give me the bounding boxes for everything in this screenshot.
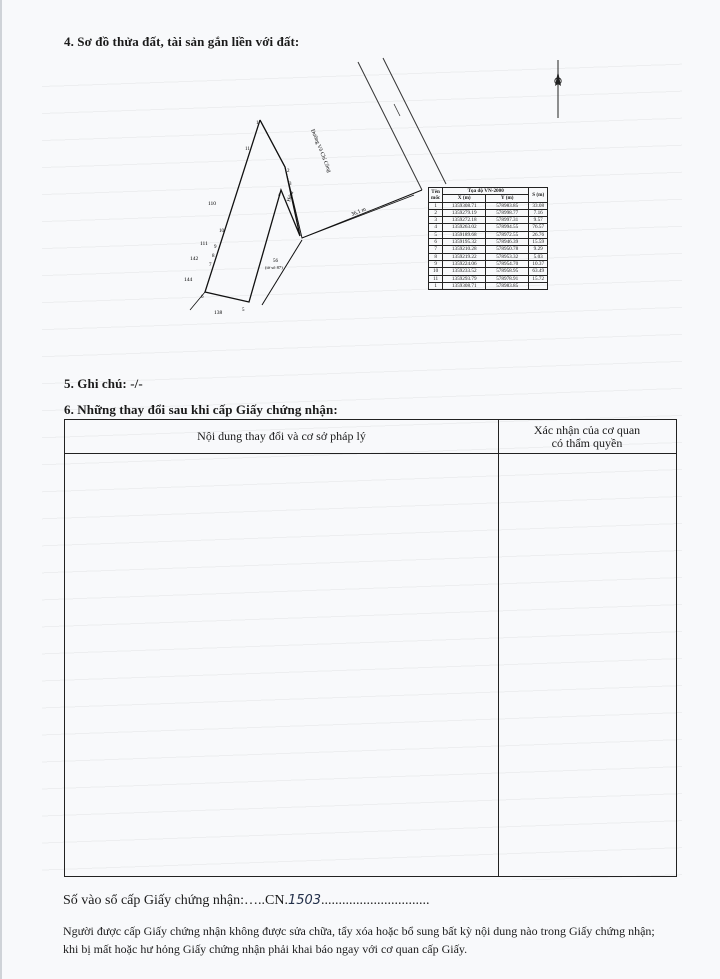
coord-y: 578950.78 [486, 246, 529, 253]
map-label: 1 [256, 121, 259, 126]
table-row [429, 209, 548, 216]
registration-prefix: CN [265, 893, 285, 908]
registration-line [63, 893, 430, 909]
coord-s: 9.29 [529, 246, 548, 253]
coord-x: 1359263.02 [443, 224, 486, 231]
table-row [429, 202, 548, 209]
coord-header-x: X (m) [443, 195, 486, 202]
coord-x: 1359233.52 [443, 268, 486, 275]
coord-y: 578997.31 [486, 217, 529, 224]
coord-x: 1359308.71 [443, 282, 486, 289]
parcel-boundary [205, 120, 300, 302]
map-label: (tờ số 87) [265, 265, 283, 270]
section-6-title: 6. Những thay đổi sau khi cấp Giấy chứng nhận: [64, 402, 338, 417]
coord-id: 3 [429, 217, 443, 224]
coord-id: 4 [429, 224, 443, 231]
coord-s [529, 282, 548, 289]
coord-id: 7 [429, 246, 443, 253]
header-divider [65, 453, 676, 454]
coord-y: 578958.95 [486, 268, 529, 275]
coord-y: 578983.85 [486, 282, 529, 289]
coord-s: 63.49 [529, 268, 548, 275]
road-label: Đường Võ Chí Công [309, 128, 332, 174]
coord-s: 76.57 [529, 224, 548, 231]
table-row [429, 246, 548, 253]
coord-y: 578954.70 [486, 260, 529, 267]
coord-s: 10.37 [529, 260, 548, 267]
coord-y: 578972.55 [486, 231, 529, 238]
registration-label: Số vào sổ cấp Giấy chứng nhận: [63, 893, 244, 908]
coord-x: 1359219.22 [443, 253, 486, 260]
road-width-label: 36,1 m [350, 206, 367, 218]
table-row [429, 224, 548, 231]
parcel-map [2, 0, 720, 379]
column-divider [498, 420, 499, 876]
confirmation-header-line-2: có thẩm quyền [551, 436, 623, 450]
coord-header-point: Tên mốc [429, 188, 443, 203]
coord-x: 1359189.68 [443, 231, 486, 238]
coord-x: 1359308.71 [443, 202, 486, 209]
coord-y: 578946.39 [486, 239, 529, 246]
map-label: 9 [214, 245, 217, 250]
coord-id: 10 [429, 268, 443, 275]
coord-s: 33.08 [529, 202, 548, 209]
table-row [429, 275, 548, 282]
coord-s: 15.59 [529, 239, 548, 246]
coord-id: 1 [429, 282, 443, 289]
table-row [429, 231, 548, 238]
coord-header-y: Y (m) [486, 195, 529, 202]
coordinates-table [428, 187, 548, 290]
table-row [429, 217, 548, 224]
coord-id: 9 [429, 260, 443, 267]
coord-id: 2 [429, 209, 443, 216]
map-label: 138 [214, 310, 223, 316]
coord-y: 578994.55 [486, 224, 529, 231]
coord-s: 26.76 [529, 231, 548, 238]
confirmation-header-line-1: Xác nhận của cơ quan [533, 423, 641, 437]
changes-column-confirmation-header [498, 424, 676, 450]
coord-y: 578983.85 [486, 202, 529, 209]
map-label: 7 [209, 263, 212, 268]
map-label: 56 [273, 259, 278, 264]
map-label: 144 [184, 277, 193, 283]
coord-s: 5.03 [529, 253, 548, 260]
map-label: 6 [201, 295, 204, 300]
map-label: 110 [208, 201, 217, 207]
coord-id: 8 [429, 253, 443, 260]
coord-s: 15.72 [529, 275, 548, 282]
map-label: 142 [190, 256, 199, 262]
table-row [429, 268, 548, 275]
section-4-title: 4. Sơ đồ thửa đất, tài sản gắn liền với đất: [64, 34, 300, 49]
north-arrow-icon [555, 60, 561, 118]
table-row [429, 253, 548, 260]
table-row [429, 260, 548, 267]
changes-table [64, 419, 677, 877]
registration-dots: ….. [244, 893, 265, 908]
table-row [429, 282, 548, 289]
coord-y: 578953.32 [486, 253, 529, 260]
map-label: 3 [289, 182, 292, 187]
map-label: 10 [219, 229, 224, 234]
coord-x: 1359272.18 [443, 217, 486, 224]
map-label: 111 [200, 241, 208, 247]
registration-number: 1503 [287, 893, 322, 908]
coord-header-s: S (m) [529, 188, 548, 203]
coord-y: 578978.91 [486, 275, 529, 282]
coord-s: 7.16 [529, 209, 548, 216]
coord-header-system: Tọa độ VN-2000 [443, 188, 529, 195]
coord-id: 6 [429, 239, 443, 246]
table-row [429, 239, 548, 246]
map-label: 8 [212, 254, 215, 259]
section-5-title: 5. Ghi chú: -/- [64, 376, 143, 391]
coord-x: 1359210.28 [443, 246, 486, 253]
coord-x: 1359195.32 [443, 239, 486, 246]
coord-x: 1359224.06 [443, 260, 486, 267]
coord-x: 1359279.19 [443, 209, 486, 216]
road-label-2: Hẻm [286, 190, 296, 203]
footer-note: Người được cấp Giấy chứng nhận không được sửa chữa, tẩy xóa hoặc bổ sung bất kỳ nội dung nào trong Giấy chứng nhận; khi bị mất hoặc hư hỏng Giấy chứng nhận phải khai báo ngay với cơ quan cấp Giấy. [63, 924, 655, 956]
registration-dots: ............................... [321, 893, 430, 908]
coord-id: 1 [429, 202, 443, 209]
map-label: 2 [287, 169, 290, 174]
coord-id: 5 [429, 231, 443, 238]
registration-dots: . [284, 893, 288, 908]
coord-id: 11 [429, 275, 443, 282]
coord-y: 578998.77 [486, 209, 529, 216]
map-label: 5 [242, 308, 245, 313]
coord-s: 9.57 [529, 217, 548, 224]
map-label: 4 [278, 193, 281, 198]
map-label: 11 [245, 147, 250, 152]
changes-column-content-header: Nội dung thay đổi và cơ sở pháp lý [197, 429, 366, 443]
coord-x: 1359293.79 [443, 275, 486, 282]
